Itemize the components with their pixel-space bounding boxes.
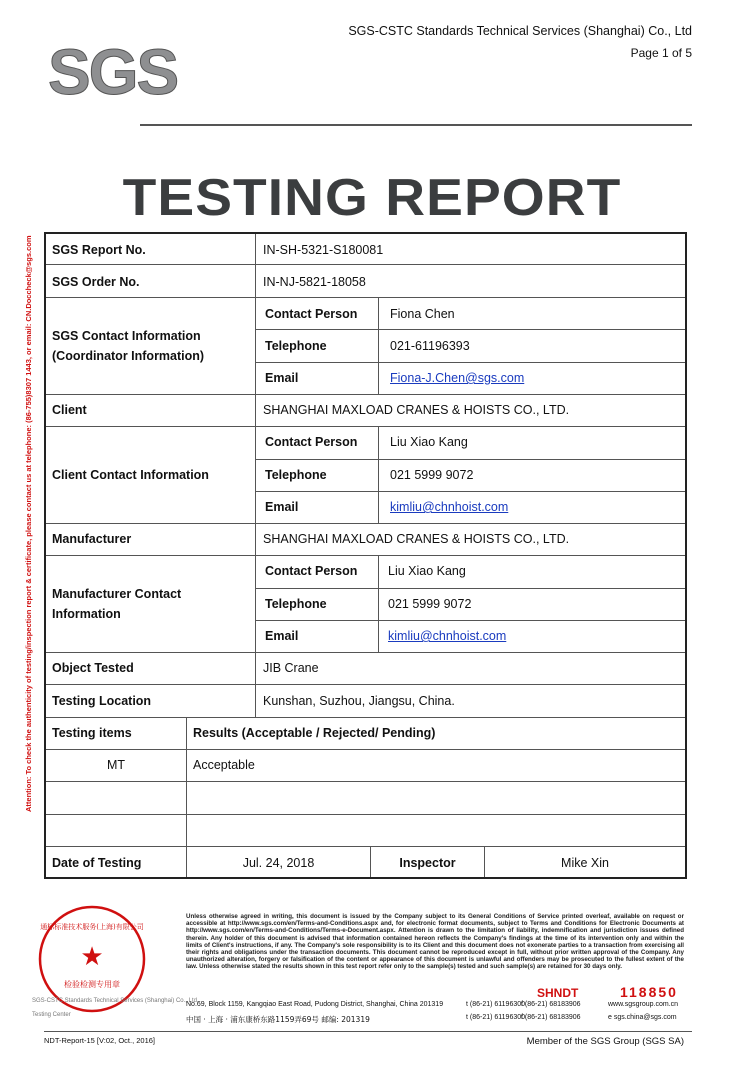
sgs-contact-sublabel: (Coordinator Information) <box>52 349 205 363</box>
page-number: Page 1 of 5 <box>630 46 692 60</box>
inspector-label: Inspector <box>399 855 456 870</box>
form-number: NDT-Report-15 [V:02, Oct., 2016] <box>44 1036 156 1045</box>
results-header: Results (Acceptable / Rejected/ Pending) <box>193 726 436 740</box>
testing-items-header: Testing items <box>52 726 132 740</box>
order-no-value: IN-NJ-5821-18058 <box>263 275 366 289</box>
test-item-mt: MT <box>106 758 126 772</box>
client-contact-person-label: Contact Person <box>265 435 358 449</box>
client-email-label: Email <box>265 500 299 514</box>
footer-rule <box>44 1031 692 1032</box>
svg-text:★: ★ <box>80 941 104 971</box>
manufacturer-telephone: 021 5999 9072 <box>388 597 472 611</box>
client-telephone: 021 5999 9072 <box>390 468 474 482</box>
website: www.sgsgroup.com.cn <box>608 1001 679 1008</box>
sgs-email-link[interactable]: Fiona-J.Chen@sgs.com <box>390 371 525 385</box>
manufacturer-contact-person-label: Contact Person <box>265 564 358 578</box>
manufacturer-telephone-label: Telephone <box>265 597 327 611</box>
client-contact-person: Liu Xiao Kang <box>390 435 468 449</box>
header-rule <box>140 124 692 126</box>
client-value: SHANGHAI MAXLOAD CRANES & HOISTS CO., LTD. <box>263 403 570 417</box>
sgs-telephone-label: Telephone <box>265 339 327 353</box>
report-no-label: SGS Report No. <box>52 243 146 257</box>
group-membership: Member of the SGS Group (SGS SA) <box>526 1036 684 1047</box>
sgs-telephone: 021-61196393 <box>390 339 470 353</box>
client-contact-label: Client Contact Information <box>52 467 209 482</box>
report-title: TESTING REPORT <box>122 169 622 227</box>
object-tested-value: JIB Crane <box>263 661 319 675</box>
seal-caption-1: SGS-CSTC Standards Technical Services (Shanghai) Co., Ltd. <box>32 998 199 1004</box>
manufacturer-contact-label: Manufacturer Contact <box>52 587 182 601</box>
date-of-testing-value: Jul. 24, 2018 <box>242 855 315 870</box>
order-no-label: SGS Order No. <box>52 275 140 289</box>
object-tested-label: Object Tested <box>52 661 134 675</box>
sgs-email-label: Email <box>265 371 299 385</box>
disclaimer-text: Unless otherwise agreed in writing, this document is issued by the Company subject to its General Conditions of Service printed overleaf, available on request or accessible at http://www.sgs.com/en/Terms-and-Conditions.aspx and, for electronic format documents, subject to Terms and Conditions for Electronic Documents at http://www.sgs.com/en/Terms-and-Conditions/Terms-e-Document.aspx. Attention is drawn to the limitation of liability, indemnification and jurisdiction issues defined therein. Any holder of this document is advised that information contained hereon reflects the Company's findings at the time of its intervention only and within the limits of Client's instructions, if any. The Company's sole responsibility is to its Client and this document does not exonerate parties to a transaction from exercising all their rights and obligations under the transaction documents. This document cannot be reproduced except in full, without prior written approval of the Company. Any unauthorized alteration, forgery or falsification of the content or appearance of this document is unlawful and offenders may be prosecuted to the fullest extent of the law. Unless otherwise stated the results shown in this test report refer only to the sample(s) tested and such sample(s) are retained for 30 days only. <box>186 913 684 971</box>
fax-1: f (86-21) 68183906 <box>521 1001 581 1008</box>
testing-location-value: Kunshan, Suzhou, Jiangsu, China. <box>263 693 455 708</box>
client-email-link[interactable]: kimliu@chnhoist.com <box>390 500 509 514</box>
manufacturer-contact-person: Liu Xiao Kang <box>388 564 466 578</box>
manufacturer-label: Manufacturer <box>52 532 132 546</box>
manufacturer-email-link[interactable]: kimliu@chnhoist.com <box>388 629 507 643</box>
svg-text:SGS: SGS <box>48 40 178 106</box>
testing-location-label: Testing Location <box>52 693 152 708</box>
client-label: Client <box>52 403 87 417</box>
manufacturer-contact-sublabel: Information <box>52 607 121 621</box>
manufacturer-value: SHANGHAI MAXLOAD CRANES & HOISTS CO., LTD. <box>263 532 570 546</box>
svg-text:通标标准技术服务(上海)有限公司: 通标标准技术服务(上海)有限公司 <box>40 923 144 931</box>
serial-number: 118850 <box>620 984 678 1000</box>
address-chinese: 中国 · 上海 · 浦东康桥东路1159弄69号 邮编: 201319 <box>186 1015 370 1024</box>
sgs-contact-person: Fiona Chen <box>390 307 455 321</box>
report-no-value: IN-SH-5321-S180081 <box>263 243 384 257</box>
authenticity-note: Attention: To check the authenticity of testing/inspection report & certificate, please contact us at telephone: (86-755)8307 1443, or email: CN.Doccheck@sgs.com <box>24 235 33 812</box>
contact-email: e sgs.china@sgs.com <box>608 1014 677 1021</box>
sgs-contact-person-label: Contact Person <box>265 307 358 321</box>
telephone-1: t (86-21) 61196300 <box>466 1001 526 1008</box>
manufacturer-email-label: Email <box>265 629 299 643</box>
test-result-mt: Acceptable <box>193 758 255 772</box>
inspector-value: Mike Xin <box>561 855 609 870</box>
sgs-logo <box>46 40 186 106</box>
sgs-contact-label: SGS Contact Information <box>52 329 201 343</box>
address-english: No.69, Block 1159, Kangqiao East Road, Pudong District, Shanghai, China 201319 <box>186 1001 444 1008</box>
fax-2: f (86-21) 68183906 <box>521 1014 581 1021</box>
svg-text:检验检测专用章: 检验检测专用章 <box>64 980 120 989</box>
date-of-testing-label: Date of Testing <box>52 855 142 870</box>
client-telephone-label: Telephone <box>265 468 327 482</box>
company-name: SGS-CSTC Standards Technical Services (Shanghai) Co., Ltd <box>348 24 692 38</box>
stamp-code: SHNDT <box>537 986 579 1000</box>
seal-caption-2: Testing Center <box>32 1012 71 1018</box>
telephone-2: t (86-21) 61196300 <box>466 1014 526 1021</box>
